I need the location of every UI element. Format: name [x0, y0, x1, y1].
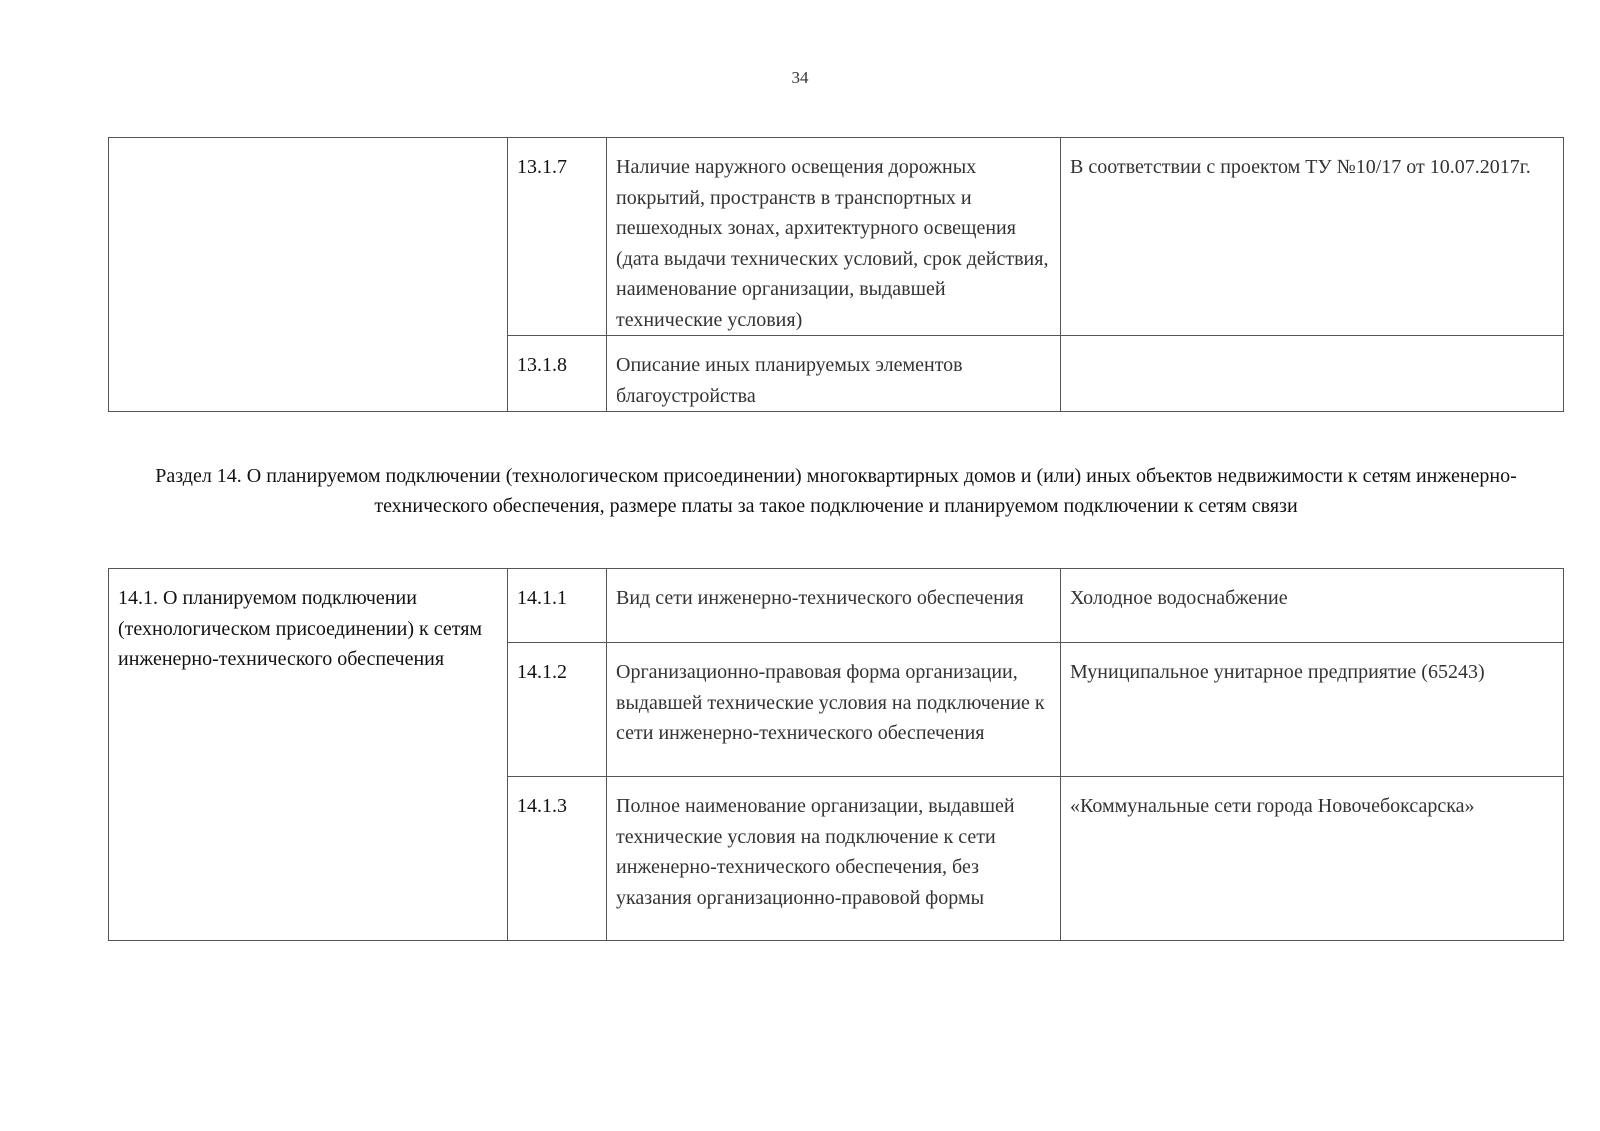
- item-description: Организационно-правовая форма организации, выдавшей технические условия на подключение к сети инженерно-технического обеспечения: [607, 643, 1061, 777]
- item-value: В соответствии с проектом ТУ №10/17 от 10.07.2017г.: [1061, 138, 1564, 336]
- item-number: 14.1.3: [508, 777, 607, 941]
- item-value: Муниципальное унитарное предприятие (65243): [1061, 643, 1564, 777]
- item-number: 13.1.8: [508, 336, 607, 412]
- item-number: 13.1.7: [508, 138, 607, 336]
- item-value: Холодное водоснабжение: [1061, 569, 1564, 643]
- item-description: Описание иных планируемых элементов благоустройства: [607, 336, 1061, 412]
- item-number: 14.1.2: [508, 643, 607, 777]
- group-cell-empty: [109, 138, 508, 412]
- item-description: Вид сети инженерно-технического обеспечения: [607, 569, 1061, 643]
- section-13-table: [108, 137, 1564, 412]
- section-14-table: [108, 568, 1564, 941]
- item-description: Наличие наружного освещения дорожных покрытий, пространств в транспортных и пешеходных зонах, архитектурного освещения (дата выдачи технических условий, срок действия, наименование организации, выдавшей технические условия): [607, 138, 1061, 336]
- item-value: [1061, 336, 1564, 412]
- item-number: 14.1.1: [508, 569, 607, 643]
- section-14-heading: Раздел 14. О планируемом подключении (технологическом присоединении) многоквартирных домов и (или) иных объектов недвижимости к сетям инженерно-технического обеспечения, размере платы за такое подключение и планируемом подключении к сетям связи: [155, 465, 1517, 517]
- group-label: 14.1. О планируемом подключении (технологическом присоединении) к сетям инженерно-технического обеспечения: [109, 569, 508, 941]
- item-value: «Коммунальные сети города Новочебоксарска»: [1061, 777, 1564, 941]
- item-description: Полное наименование организации, выдавшей технические условия на подключение к сети инженерно-технического обеспечения, без указания организационно-правовой формы: [607, 777, 1061, 941]
- table-row: [109, 138, 1564, 336]
- table-row: [109, 569, 1564, 643]
- page-number: 34: [791, 68, 809, 87]
